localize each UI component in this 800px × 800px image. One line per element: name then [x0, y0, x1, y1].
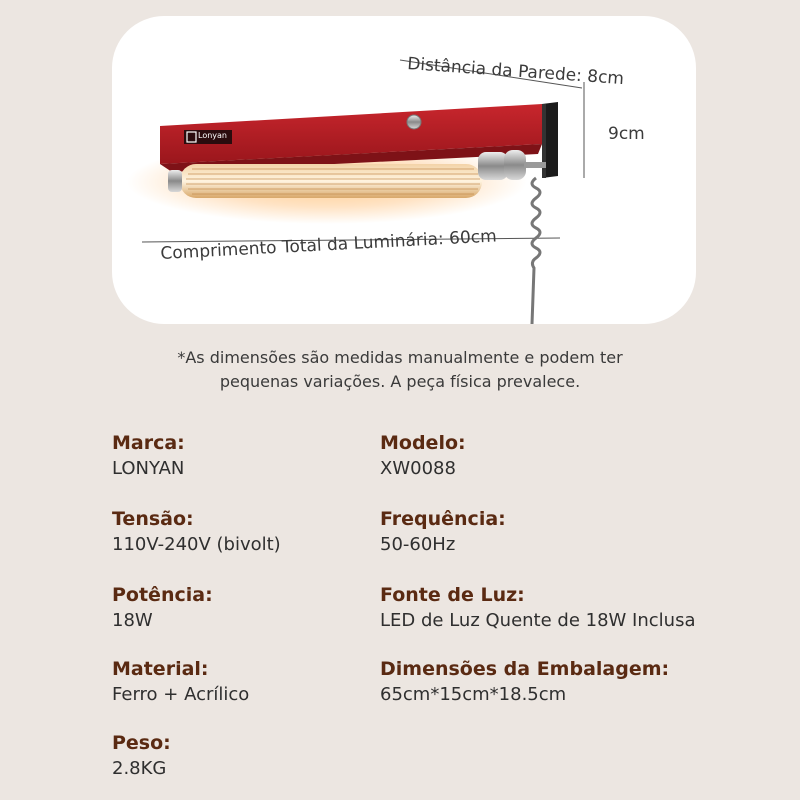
brand-logo-text: Lonyan — [198, 131, 227, 140]
spec-label: Frequência: — [380, 508, 506, 530]
spec-frequency — [380, 506, 506, 558]
spec-value: XW0088 — [380, 458, 456, 479]
spec-value: LONYAN — [112, 458, 185, 479]
spec-label: Modelo: — [380, 432, 466, 454]
spec-value: Ferro + Acrílico — [112, 684, 250, 705]
spec-voltage — [112, 506, 281, 558]
product-image-card — [112, 16, 696, 324]
spec-label: Tensão: — [112, 508, 194, 530]
spec-weight — [112, 730, 171, 782]
spec-value: LED de Luz Quente de 18W Inclusa — [380, 610, 696, 631]
spec-light-source — [380, 582, 695, 634]
spec-value: 18W — [112, 610, 153, 631]
spec-model — [380, 430, 466, 482]
spec-power — [112, 582, 213, 634]
spec-label: Material: — [112, 658, 209, 680]
tube-end-cap-left — [168, 170, 182, 192]
wall-lamp-illustration — [112, 16, 696, 324]
spec-material — [112, 656, 249, 708]
spec-label: Potência: — [112, 584, 213, 606]
spec-package-dimensions — [380, 656, 669, 708]
holder-arm — [524, 162, 546, 168]
disclaimer-line-1: *As dimensões são medidas manualmente e podem ter — [177, 348, 623, 367]
spec-label: Dimensões da Embalagem: — [380, 658, 670, 680]
wall-distance-label: Distância da Parede: 8cm — [406, 54, 625, 90]
spec-value: 65cm*15cm*18.5cm — [380, 684, 567, 705]
spec-value: 110V-240V (bivolt) — [112, 534, 281, 555]
spec-brand — [112, 430, 185, 482]
rotary-knob — [504, 150, 526, 180]
coiled-power-cord — [532, 178, 540, 324]
spec-label: Marca: — [112, 432, 185, 454]
spec-value: 50-60Hz — [380, 534, 456, 555]
spec-label: Peso: — [112, 732, 171, 754]
disclaimer-line-2: pequenas variações. A peça física prevalece. — [219, 372, 581, 391]
total-length-label: Comprimento Total da Luminária: 60cm — [160, 226, 498, 264]
measurement-disclaimer — [0, 346, 800, 394]
switch-knob — [407, 115, 421, 129]
tube-holder-right — [478, 152, 508, 180]
spec-label: Fonte de Luz: — [380, 584, 525, 606]
height-label: 9cm — [608, 124, 645, 144]
spec-value: 2.8KG — [112, 758, 167, 779]
